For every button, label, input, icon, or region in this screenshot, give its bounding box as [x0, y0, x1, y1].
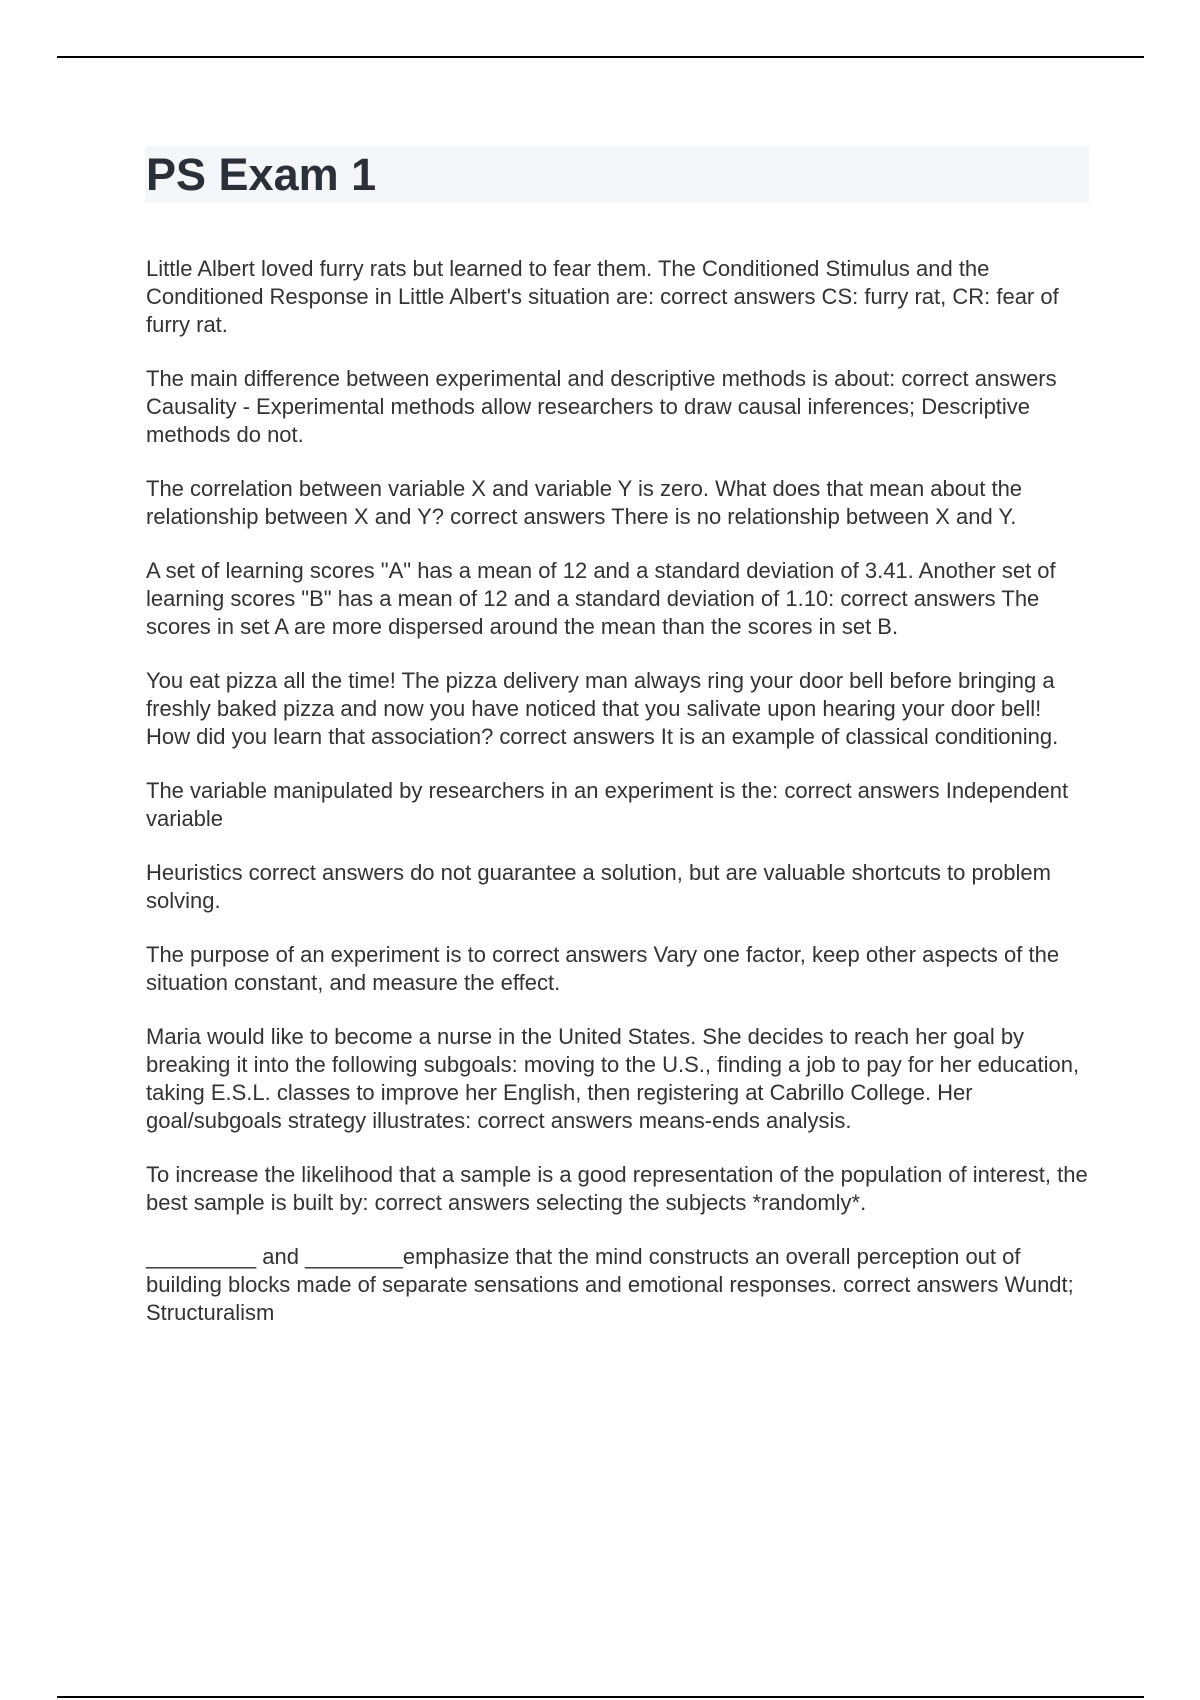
qa-item: Heuristics correct answers do not guarantee a solution, but are valuable shortcuts to problem solving. — [146, 860, 1051, 913]
qa-item: To increase the likelihood that a sample is a good representation of the population of interest, the best sample is built by: correct answers selecting the subjects *randomly*. — [146, 1162, 1088, 1215]
qa-item: Little Albert loved furry rats but learned to fear them. The Conditioned Stimulus and the Conditioned Response in Little Albert's situation are: correct answers CS: furry rat, CR: fear of furry rat. — [146, 256, 1059, 337]
qa-item: The purpose of an experiment is to correct answers Vary one factor, keep other aspects of the situation constant, and measure the effect. — [146, 942, 1060, 995]
qa-item: A set of learning scores "A" has a mean of 12 and a standard deviation of 3.41. Another set of learning scores "B" has a mean of 12 and a standard deviation of 1.10: correct answers The scores in set A are more dispersed around the mean than the scores in set B. — [146, 558, 1056, 639]
qa-item: _________ and ________emphasize that the mind constructs an overall perception out of building blocks made of separate sensations and emotional responses. correct answers Wundt; Structuralism — [146, 1244, 1074, 1325]
qa-item: You eat pizza all the time! The pizza delivery man always ring your door bell before bringing a freshly baked pizza and now you have noticed that you salivate upon hearing your door bell! How did you learn that association? correct answers It is an example of classical conditioning. — [146, 668, 1059, 749]
qa-item: The main difference between experimental and descriptive methods is about: correct answers Causality - Experimental methods allow researchers to draw causal inferences; Descriptive methods do not. — [146, 366, 1057, 447]
qa-item: The variable manipulated by researchers in an experiment is the: correct answers Independent variable — [146, 778, 1069, 831]
title-banner — [145, 146, 1089, 203]
qa-item: The correlation between variable X and variable Y is zero. What does that mean about the relationship between X and Y? correct answers There is no relationship between X and Y. — [146, 476, 1023, 529]
top-rule — [57, 56, 1144, 58]
page-title: PS Exam 1 — [146, 149, 377, 200]
qa-item: Maria would like to become a nurse in the United States. She decides to reach her goal by breaking it into the following subgoals: moving to the U.S., finding a job to pay for her education, taking E.S.L. classes to improve her English, then registering at Cabrillo College. Her goal/subgoals strategy illustrates: correct answers means-ends analysis. — [146, 1024, 1080, 1133]
qa-list — [146, 255, 1091, 1353]
bottom-rule — [57, 1696, 1144, 1698]
